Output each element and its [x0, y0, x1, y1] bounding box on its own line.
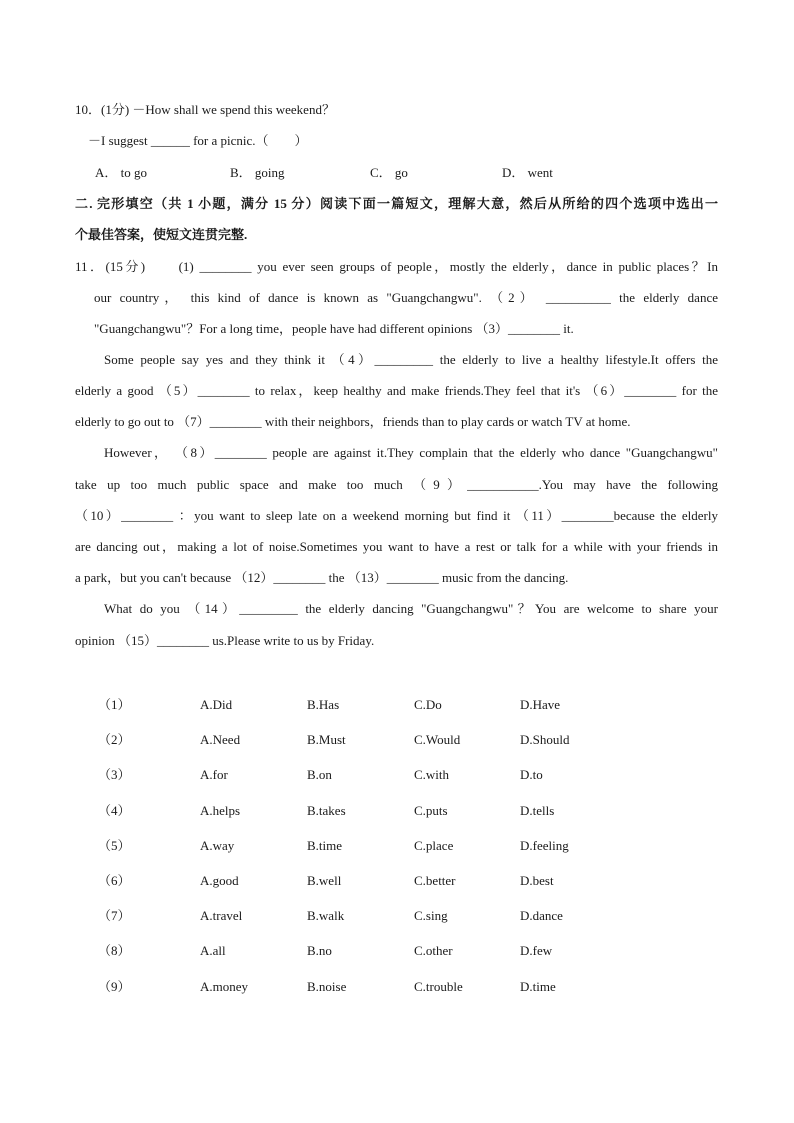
option-c: C.trouble — [414, 979, 463, 994]
blank-number: （9） — [98, 979, 131, 994]
blank-number: （1） — [98, 697, 131, 712]
option-row-2 — [0, 731, 794, 751]
option-c: C.Do — [414, 697, 442, 712]
q11-passage-line: Some people say yes and they think it （4）_________ the elderly to live a healthy lifestyle.It offers the — [104, 352, 718, 367]
option-d: D.few — [520, 943, 553, 958]
option-a: A.money — [200, 979, 249, 994]
q11-passage-line: take up too much public space and make too much （9）___________.You may have the following — [75, 477, 718, 492]
q11-passage-line: elderly to go out to （7）________ with their neighbors，friends than to play cards or watch TV at home. — [75, 414, 631, 429]
option-b: B.on — [307, 767, 332, 782]
option-d: D.Should — [520, 732, 570, 747]
option-row-9 — [0, 978, 794, 998]
option-c: C.Would — [414, 732, 461, 747]
q11-passage-line: our country， this kind of dance is known as "Guangchangwu". （2） __________ the elderly dance — [94, 290, 718, 305]
option-b: B.well — [307, 873, 342, 888]
option-b: B.walk — [307, 908, 345, 923]
section-heading-line1: 二. 完形填空（共 1 小题，满分 15 分）阅读下面一篇短文，理解大意，然后从所给的四个选项中选出一 — [75, 196, 718, 211]
q11-passage-line: "Guangchangwu"？For a long time，people have had different opinions （3）________ it. — [94, 321, 574, 336]
section-heading-line2: 个最佳答案，使短文连贯完整. — [75, 227, 248, 242]
option-d: D.tells — [520, 803, 555, 818]
option-a: A.for — [200, 767, 228, 782]
option-a: A.way — [200, 838, 235, 853]
blank-number: （5） — [98, 838, 131, 853]
option-row-3 — [0, 766, 794, 786]
option-a: A.helps — [200, 803, 241, 818]
option-b: B.no — [307, 943, 332, 958]
q11-passage-line: are dancing out，making a lot of noise.Sometimes you want to have a rest or talk for a while with your friends in — [75, 539, 718, 554]
q11-passage-line: （10）________ ：you want to sleep late on a weekend morning but find it （11）________because the elderly — [75, 508, 718, 523]
option-a: A.good — [200, 873, 239, 888]
option-c: C.better — [414, 873, 456, 888]
q10-option-d — [502, 164, 553, 182]
option-a: A.Did — [200, 697, 233, 712]
option-b: B.Must — [307, 732, 346, 747]
q11-passage-line: opinion （15）________ us.Please write to us by Friday. — [75, 633, 375, 648]
option-c: C.place — [414, 838, 454, 853]
option-a: A.travel — [200, 908, 243, 923]
option-text: going — [254, 165, 285, 180]
option-d: D.feeling — [520, 838, 569, 853]
option-text: go — [394, 165, 408, 180]
option-row-7 — [0, 907, 794, 927]
q10-stem: 10．(1分) －How shall we spend this weekend？ — [75, 102, 335, 117]
q11-passage-line: 11．(15分) (1) ________ you ever seen groups of people，mostly the elderly，dance in public places？In — [75, 259, 718, 274]
blank-number: （3） — [98, 767, 131, 782]
blank-number: （7） — [98, 908, 131, 923]
option-b: B.time — [307, 838, 343, 853]
option-d: D.best — [520, 873, 554, 888]
q10-option-b — [230, 164, 285, 182]
option-row-5 — [0, 837, 794, 857]
option-d: D.to — [520, 767, 543, 782]
blank-number: （4） — [98, 803, 131, 818]
option-row-4 — [0, 802, 794, 822]
option-d: D.dance — [520, 908, 563, 923]
q10-option-c — [370, 164, 408, 182]
option-b: B.takes — [307, 803, 346, 818]
option-c: C.with — [414, 767, 450, 782]
option-row-1 — [0, 696, 794, 716]
option-letter: C． — [370, 165, 392, 180]
option-letter: A． — [95, 165, 118, 180]
q11-passage-line: What do you （14）_________ the elderly dancing "Guangchangwu"？You are welcome to share your — [104, 601, 718, 616]
option-b: B.noise — [307, 979, 347, 994]
option-c: C.sing — [414, 908, 448, 923]
blank-number: （2） — [98, 732, 131, 747]
option-c: C.other — [414, 943, 453, 958]
q11-passage-line: However， （8）________ people are against it.They complain that the elderly who dance "Guangchangwu" — [104, 445, 718, 460]
q11-passage-line: a park，but you can't because （12）________ the （13）________ music from the dancing. — [75, 570, 569, 585]
option-text: went — [527, 165, 553, 180]
q10-option-a — [95, 164, 147, 182]
q11-passage-line: elderly a good （5）________ to relax，keep healthy and make friends.They feel that it's （6）________ for the — [75, 383, 718, 398]
option-letter: D． — [502, 165, 525, 180]
blank-number: （6） — [98, 873, 131, 888]
option-row-6 — [0, 872, 794, 892]
option-a: A.Need — [200, 732, 241, 747]
option-d: D.Have — [520, 697, 561, 712]
option-a: A.all — [200, 943, 226, 958]
option-letter: B． — [230, 165, 252, 180]
option-c: C.puts — [414, 803, 448, 818]
blank-number: （8） — [98, 943, 131, 958]
q10-reply: －I suggest ______ for a picnic.（ ） — [88, 133, 308, 148]
option-b: B.Has — [307, 697, 340, 712]
option-d: D.time — [520, 979, 556, 994]
option-text: to go — [120, 165, 148, 180]
option-row-8 — [0, 942, 794, 962]
